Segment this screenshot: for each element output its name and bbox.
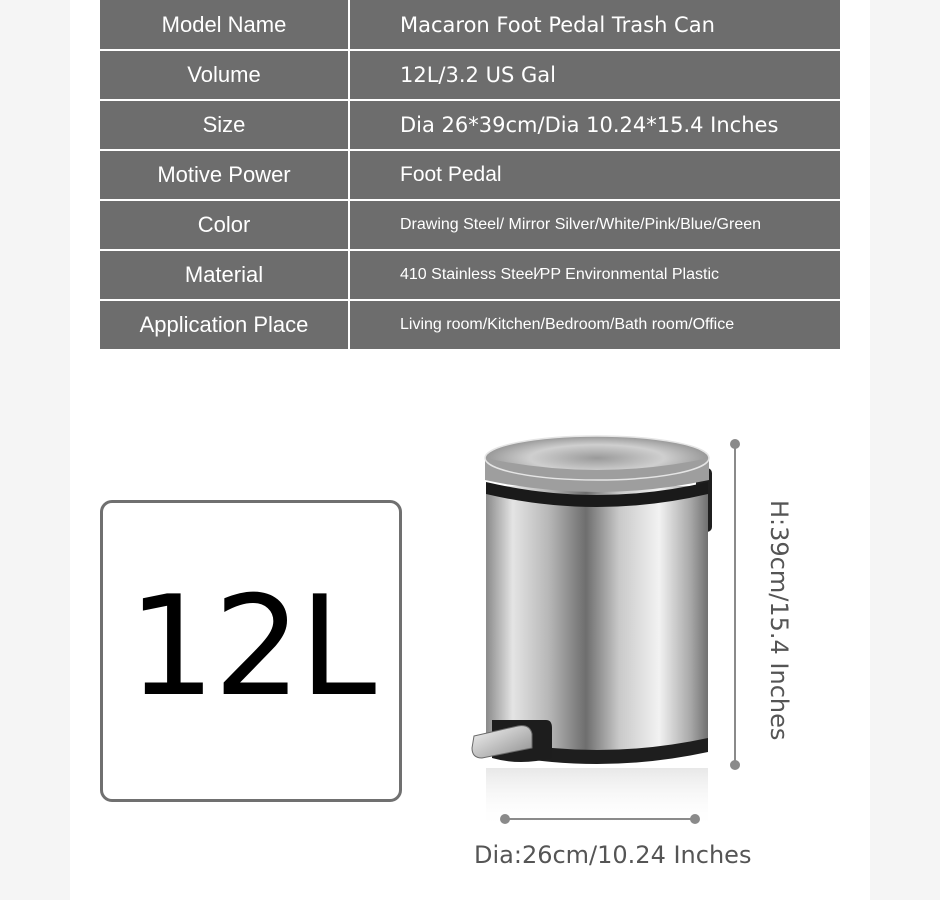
spec-label: Model Name bbox=[100, 0, 349, 50]
spec-row-volume bbox=[100, 50, 840, 100]
spec-value: Foot Pedal bbox=[349, 150, 840, 200]
spec-value: Living room/Kitchen/Bedroom/Bath room/Office bbox=[349, 300, 840, 349]
spec-row-size bbox=[100, 100, 840, 150]
spec-label: Volume bbox=[100, 50, 349, 100]
can-body bbox=[486, 486, 708, 760]
spec-value: 12L/3.2 US Gal bbox=[349, 50, 840, 100]
spec-label: Application Place bbox=[100, 300, 349, 349]
spec-label: Motive Power bbox=[100, 150, 349, 200]
spec-value: 410 Stainless Steel∕PP Environmental Plastic bbox=[349, 250, 840, 300]
spec-row-model-name bbox=[100, 0, 840, 50]
height-dimension-line bbox=[725, 438, 745, 772]
spec-table bbox=[100, 0, 840, 349]
spec-value: Dia 26*39cm/Dia 10.24*15.4 Inches bbox=[349, 100, 840, 150]
height-dimension-label: H:39cm/15.4 Inches bbox=[765, 500, 793, 741]
volume-badge-text: 12L bbox=[127, 565, 375, 727]
spec-label: Size bbox=[100, 100, 349, 150]
spec-label: Color bbox=[100, 200, 349, 250]
spec-label: Material bbox=[100, 250, 349, 300]
diameter-dimension-line bbox=[497, 810, 703, 828]
spec-value: Drawing Steel/ Mirror Silver/White/Pink/Blue/Green bbox=[349, 200, 840, 250]
spec-row-material bbox=[100, 250, 840, 300]
spec-value: Macaron Foot Pedal Trash Can bbox=[349, 0, 840, 50]
diameter-dimension-label: Dia:26cm/10.24 Inches bbox=[474, 841, 752, 869]
spec-row-motive-power bbox=[100, 150, 840, 200]
spec-row-application-place bbox=[100, 300, 840, 349]
spec-row-color bbox=[100, 200, 840, 250]
volume-badge bbox=[100, 500, 402, 802]
